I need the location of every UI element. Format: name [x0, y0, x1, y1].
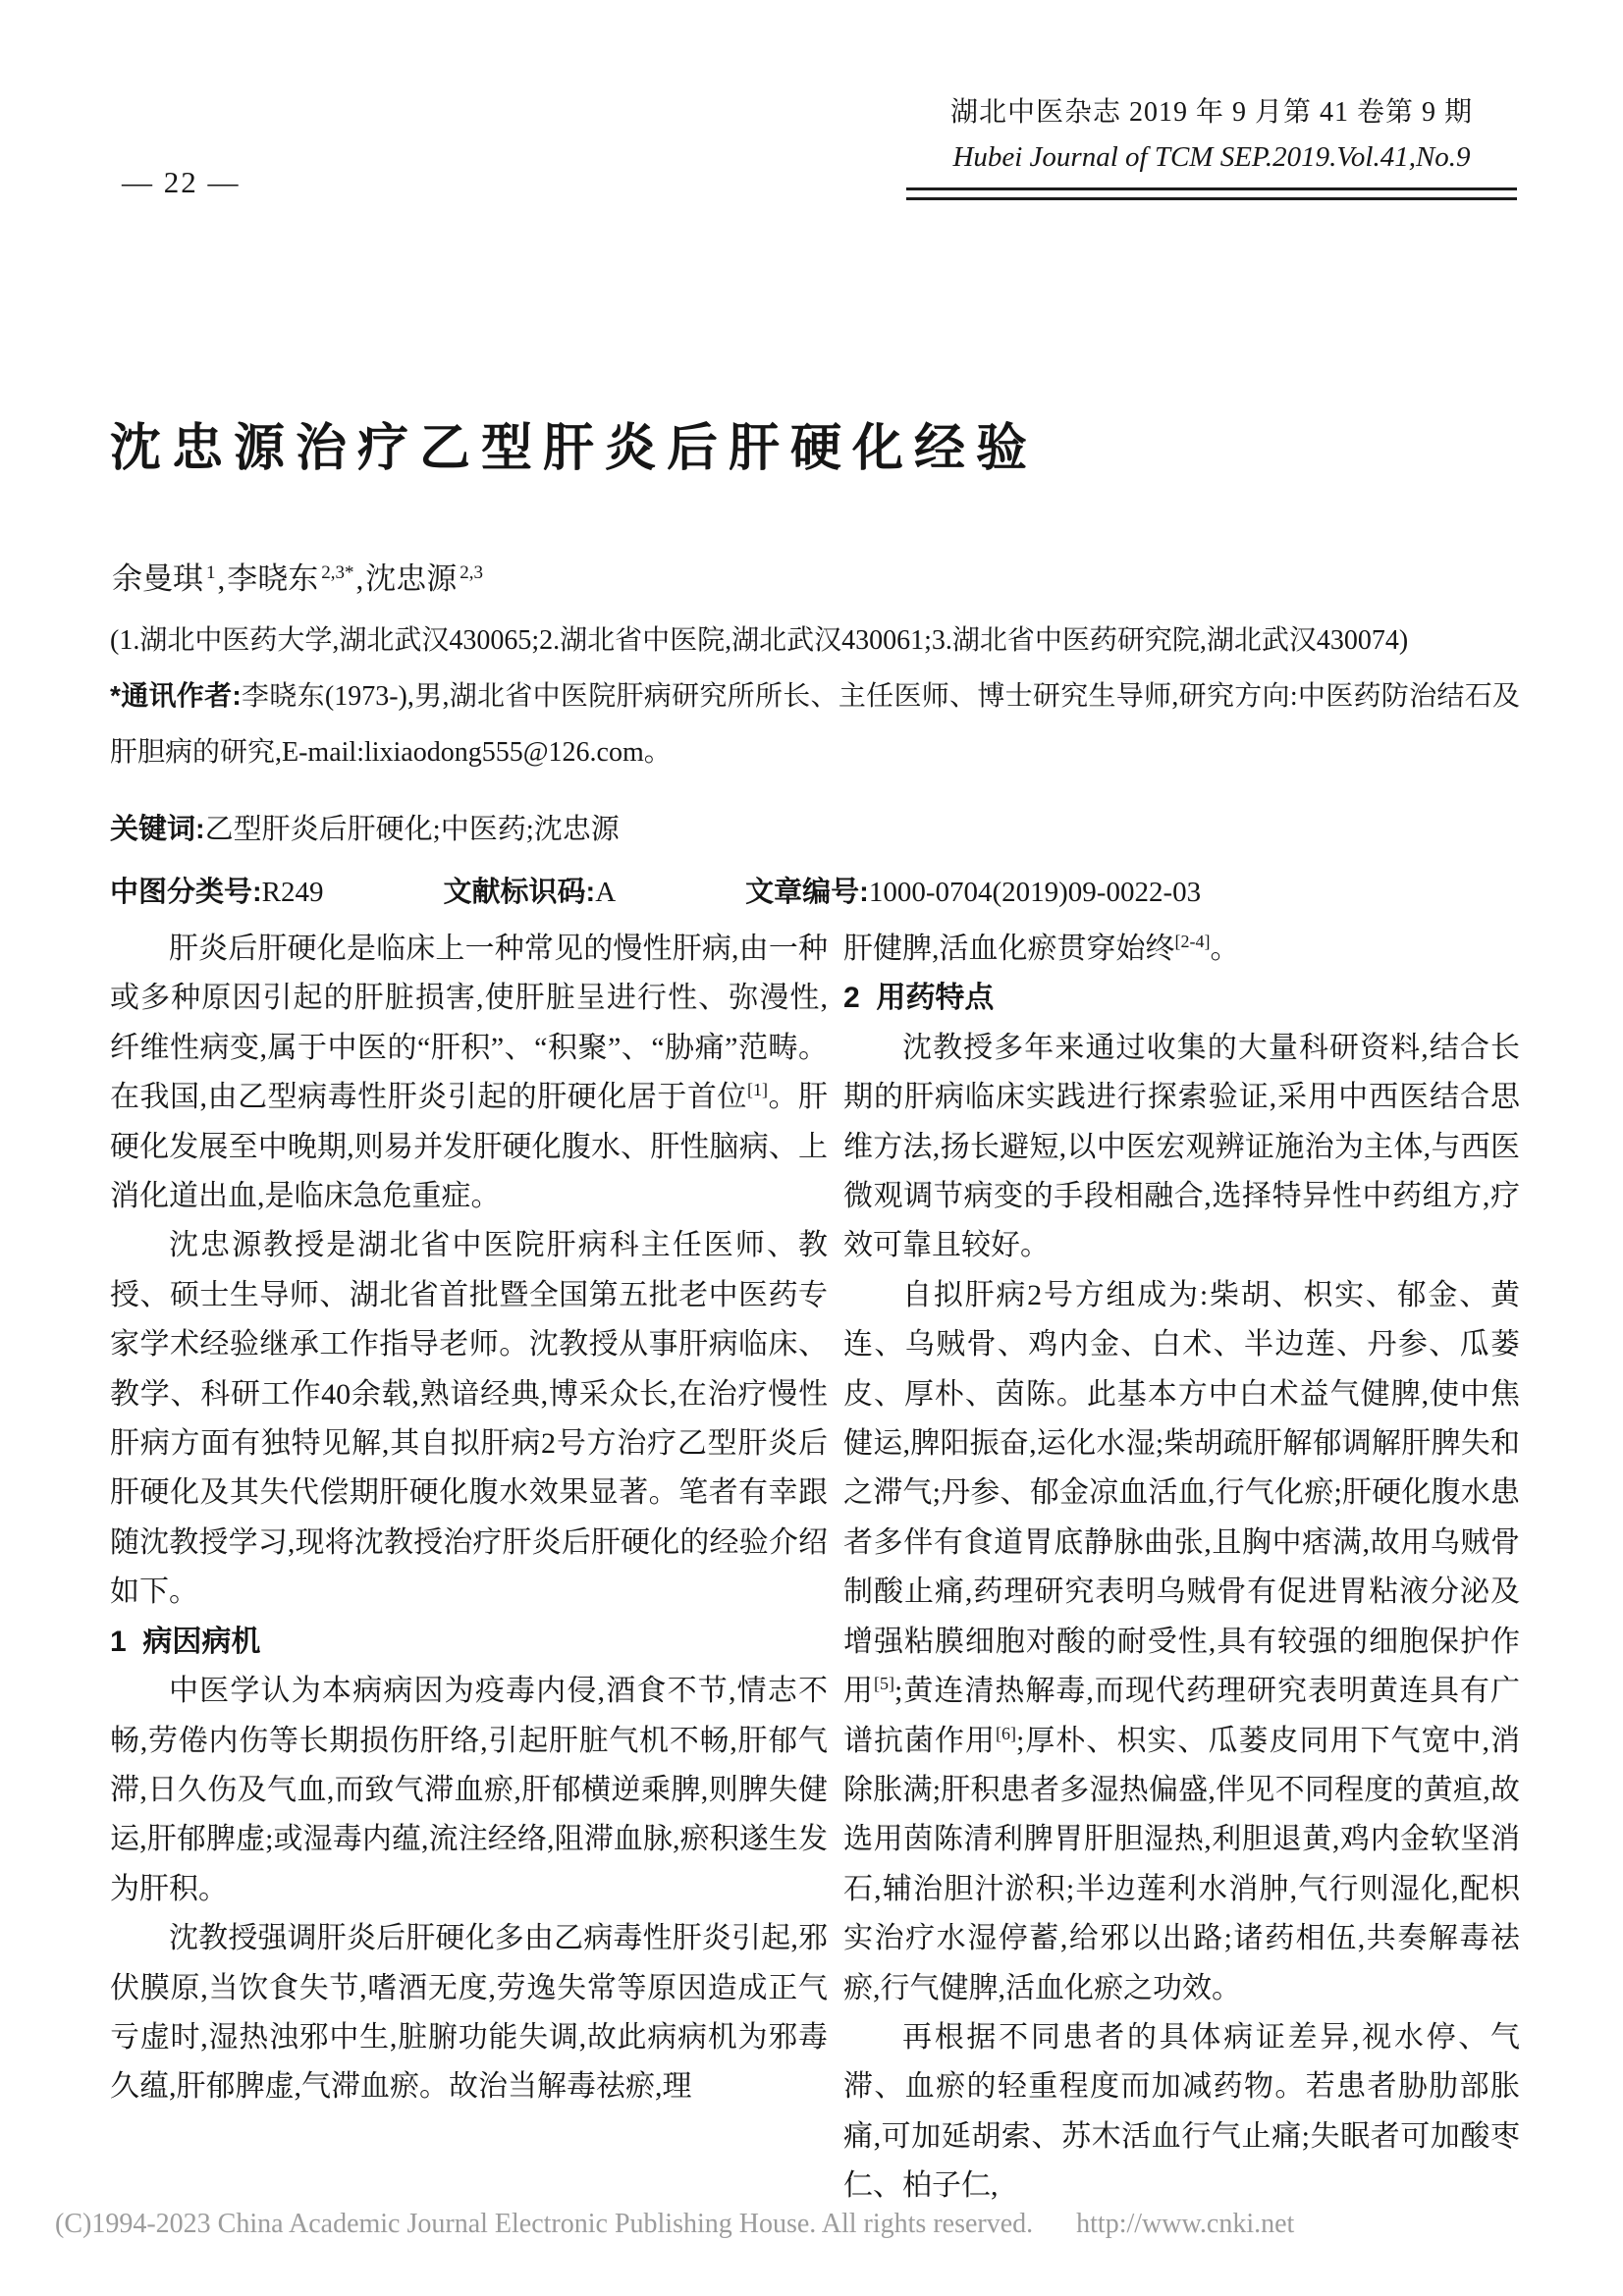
paragraph: 中医学认为本病病因为疫毒内侵,酒食不节,情志不畅,劳倦内伤等长期损伤肝络,引起肝脏气机不畅,肝郁气滞,日久伤及气血,而致气滞血瘀,肝郁横逆乘脾,则脾失健运,肝郁脾虚;或湿毒内蕴,流注经络,阻滞血脉,瘀积遂生发为肝积。: [110, 1675, 828, 1905]
author-separator: ,: [217, 561, 226, 596]
body-column-left: [110, 925, 828, 2212]
affiliations: (1.湖北中医药大学,湖北武汉430065;2.湖北省中医院,湖北武汉430061;3.湖北省中医药研究院,湖北武汉430074): [110, 625, 1409, 656]
article-id-value: 1000-0704(2019)09-0022-03: [868, 877, 1202, 908]
corresponding-author-label: *通讯作者:: [110, 680, 242, 711]
doc-code-group: [444, 870, 617, 910]
paragraph: 沈教授多年来通过收集的大量科研资料,结合长期的肝病临床实践进行探索验证,采用中西医结合思维方法,扬长避短,以中医宏观辨证施治为主体,与西医微观调节病变的手段相融合,选择特异性中药组方,疗效可靠且较好。: [843, 1031, 1520, 1262]
keywords-label: 关键词:: [110, 814, 205, 845]
journal-title-en: Hubei Journal of TCM SEP.2019.Vol.41,No.9: [952, 141, 1471, 173]
doc-code-value: A: [595, 877, 617, 908]
page-number: — 22 —: [122, 165, 241, 199]
paragraph: 再根据不同患者的具体病证差异,视水停、气滞、血瘀的轻重程度而加减药物。若患者胁肋部胀痛,可加延胡索、苏木活血行气止痛;失眠者可加酸枣仁、柏子仁,: [843, 2020, 1520, 2203]
classification-line: [110, 870, 1201, 910]
author: 沈忠源 $^{2,3}$: [365, 561, 483, 596]
header-double-rule: [906, 187, 1517, 200]
paragraph: 沈教授强调肝炎后肝硬化多由乙病毒性肝炎引起,邪伏膜原,当饮食失节,嗜酒无度,劳逸失常等原因造成正气亏虚时,湿热浊邪中生,脏腑功能失调,故此病病机为邪毒久蕴,肝郁脾虚,气滞血瘀。故治当解毒祛瘀,理: [110, 1922, 828, 2104]
footer-copyright: (C)1994-2023 China Academic Journal Electronic Publishing House. All rights reserved.: [55, 2209, 1034, 2239]
body-column-right: [843, 925, 1520, 2212]
article-id-group: [745, 870, 1201, 910]
author-affil-sup: 1: [206, 561, 216, 583]
author: 李晓东 $^{2,3*}$: [227, 561, 354, 596]
paragraph: 沈忠源教授是湖北省中医院肝病科主任医师、教授、硕士生导师、湖北省首批暨全国第五批老中医药专家学术经验继承工作指导老师。沈教授从事肝病临床、教学、科研工作40余载,熟谙经典,博采众长,在治疗慢性肝病方面有独特见解,其自拟肝病2号方治疗乙型肝炎后肝硬化及其失代偿期肝硬化腹水效果显著。笔者有幸跟随沈教授学习,现将沈教授治疗肝炎后肝硬化的经验介绍如下。: [110, 1229, 828, 1609]
paragraph: 肝炎后肝硬化是临床上一种常见的慢性肝病,由一种或多种原因引起的肝脏损害,使肝脏呈进行性、弥漫性,纤维性病变,属于中医的“肝积”、“积聚”、“胁痛”范畴。在我国,由乙型病毒性肝炎引起的肝硬化居于首位[1]。肝硬化发展至中晚期,则易并发肝硬化腹水、肝性脑病、上消化道出血,是临床急危重症。: [110, 933, 829, 1213]
doc-code-label: 文献标识码:: [443, 877, 596, 908]
keywords-text: 乙型肝炎后肝硬化;中医药;沈忠源: [204, 814, 620, 845]
article-title: 沈忠源治疗乙型肝炎后肝硬化经验: [110, 420, 1039, 477]
clc-label: 中图分类号:: [110, 877, 262, 908]
clc-group: [110, 870, 324, 910]
author-affil-sup: 2,3: [460, 561, 483, 583]
cnki-footer: [55, 2209, 1294, 2240]
corresponding-author-text: 李晓东(1973-),男,湖北省中医院肝病研究所所长、主任医师、博士研究生导师,研究方向:中医药防治结石及肝胆病的研究,E-mail:lixiaodong555@126.com。: [110, 681, 1520, 768]
article-body: [110, 925, 1520, 2212]
journal-title-cn: 湖北中医杂志 2019 年 9 月第 41 卷第 9 期: [949, 97, 1473, 128]
author-separator: ,: [355, 561, 364, 596]
journal-header: [906, 90, 1517, 200]
keywords-line: [110, 807, 620, 847]
author-list: [112, 554, 483, 598]
clc-value: R249: [261, 877, 324, 908]
corresponding-author-note: [110, 667, 1520, 780]
section-heading: 2 用药特点: [843, 982, 995, 1015]
author: 余曼琪 $^1$: [112, 561, 216, 596]
paragraph: 自拟肝病2号方组成为:柴胡、枳实、郁金、黄连、乌贼骨、鸡内金、白术、半边莲、丹参、瓜蒌皮、厚朴、茵陈。此基本方中白术益气健脾,使中焦健运,脾阳振奋,运化水湿;柴胡疏肝解郁调解肝脾失和之滞气;丹参、郁金凉血活血,行气化瘀;肝硬化腹水患者多伴有食道胃底静脉曲张,且胸中痞满,故用乌贼骨制酸止痛,药理研究表明乌贼骨有促进胃粘液分泌及增强粘膜细胞对酸的耐受性,具有较强的细胞保护作用[5];黄连清热解毒,而现代药理研究表明黄连具有广谱抗菌作用[6];厚朴、枳实、瓜蒌皮同用下气宽中,消除胀满;肝积患者多湿热偏盛,伴见不同程度的黄疸,故选用茵陈清利脾胃肝胆湿热,利胆退黄,鸡内金软坚消石,辅治胆汁淤积;半边莲利水消肿,气行则湿化,配枳实治疗水湿停蓄,给邪以出路;诸药相伍,共奏解毒祛瘀,行气健脾,活血化瘀之功效。: [843, 1278, 1521, 2004]
article-id-label: 文章编号:: [745, 877, 869, 908]
section-heading: 1 病因病机: [110, 1625, 261, 1658]
paragraph: 肝健脾,活血化瘀贯穿始终[2-4]。: [843, 932, 1240, 965]
author-affil-sup: 2,3*: [321, 561, 354, 583]
footer-url: http://www.cnki.net: [1076, 2209, 1295, 2239]
